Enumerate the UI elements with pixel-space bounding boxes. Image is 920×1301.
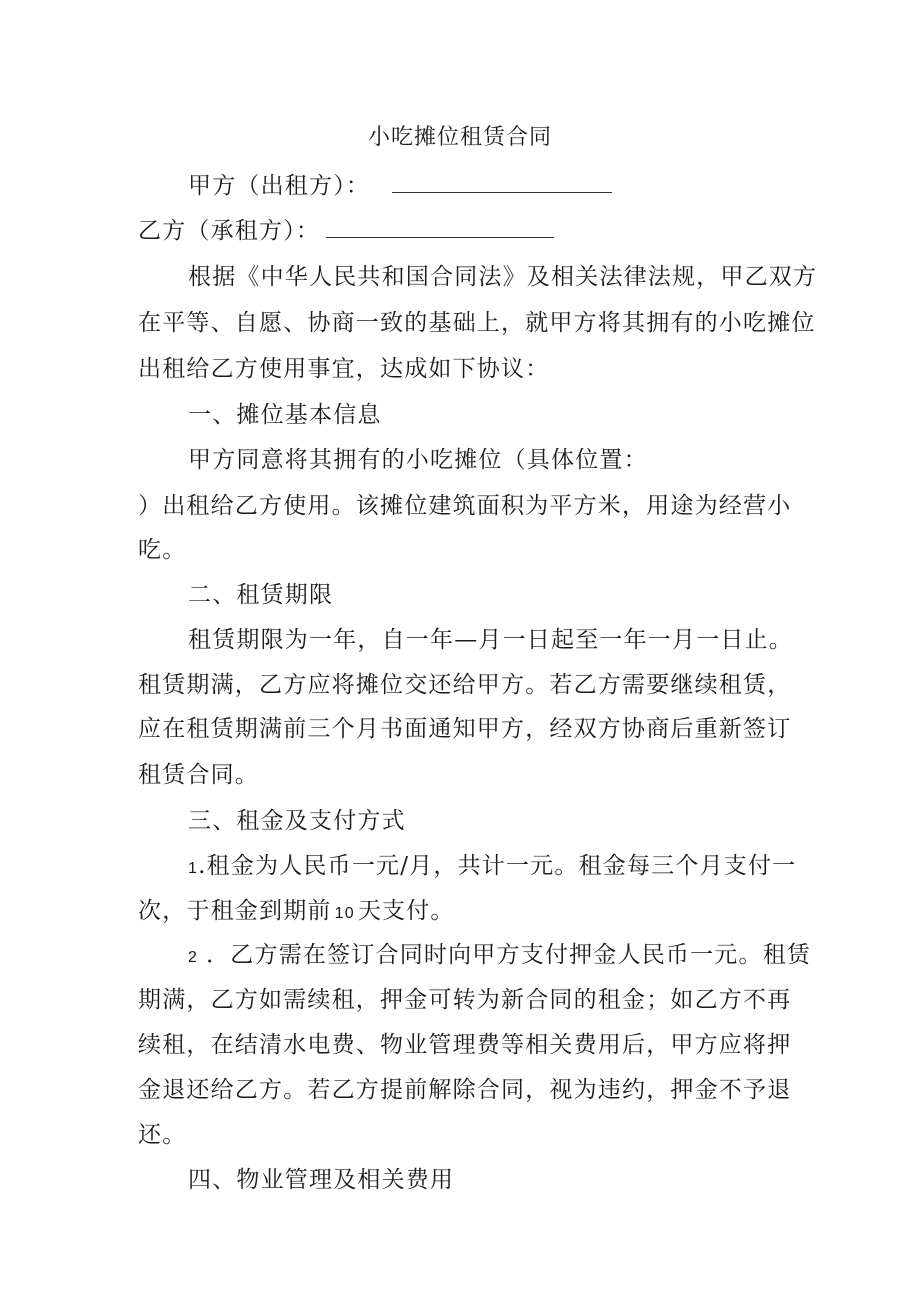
party-b-label: 乙方（承租方）： xyxy=(138,218,321,244)
section-4-heading: 四、物业管理及相关费用 xyxy=(188,1167,455,1193)
section-2-line-1: 租赁期限为一年，自一年—月一日起至一年一月一日止。 xyxy=(188,627,793,653)
section-3-item-1-line-1 xyxy=(188,851,796,884)
item-1-text-a: 次，于租金到期前 xyxy=(138,898,332,924)
preamble-line-3: 出租给乙方使用事宜，达成如下协议： xyxy=(138,356,550,382)
preamble-line-2: 在平等、自愿、协商一致的基础上，就甲方将其拥有的小吃摊位 xyxy=(138,310,816,336)
preamble-line-1: 根据《中华人民共和国合同法》及相关法律法规，甲乙双方 xyxy=(188,264,818,290)
party-b-blank xyxy=(326,215,554,238)
item-1-text: .租金为人民币一元/月，共计一元。租金每三个月支付一 xyxy=(198,853,797,879)
section-1-line-3: 吃。 xyxy=(138,537,187,563)
section-3-item-1-line-2 xyxy=(138,896,455,929)
party-b-line xyxy=(138,215,554,246)
section-3-item-2-line-5: 还。 xyxy=(138,1122,187,1148)
section-2-heading: 二、租赁期限 xyxy=(188,582,334,608)
party-a-label: 甲方（出租方）： xyxy=(188,173,371,199)
section-1-line-2: ）出租给乙方使用。该摊位建筑面积为平方米，用途为经营小 xyxy=(138,493,792,519)
item-1-days: 10 xyxy=(334,905,355,922)
item-1-number: 1 xyxy=(188,860,199,877)
section-3-item-2-line-3: 续租，在结清水电费、物业管理费等相关费用后，甲方应将押 xyxy=(138,1032,792,1058)
party-a-blank xyxy=(392,170,612,193)
item-2-text: ．乙方需在签订合同时向甲方支付押金人民币一元。租赁 xyxy=(206,942,812,968)
document-title: 小吃摊位租赁合同 xyxy=(367,125,552,150)
item-2-number: 2 xyxy=(188,949,199,966)
section-1-line-1: 甲方同意将其拥有的小吃摊位（具体位置： xyxy=(188,447,648,473)
section-2-line-2: 租赁期满，乙方应将摊位交还给甲方。若乙方需要继续租赁， xyxy=(138,672,792,698)
section-2-line-3: 应在租赁期满前三个月书面通知甲方，经双方协商后重新签订 xyxy=(138,716,792,742)
party-a-line xyxy=(188,170,612,201)
section-3-item-2-line-4: 金退还给乙方。若乙方提前解除合同，视为违约，押金不予退 xyxy=(138,1077,792,1103)
section-3-item-2-line-2: 期满，乙方如需续租，押金可转为新合同的租金；如乙方不再 xyxy=(138,987,792,1013)
section-2-line-4: 租赁合同。 xyxy=(138,762,259,788)
item-1-text-b: 天支付。 xyxy=(357,898,455,924)
section-3-heading: 三、租金及支付方式 xyxy=(188,808,406,834)
section-3-item-2-line-1 xyxy=(188,940,811,973)
section-1-heading: 一、摊位基本信息 xyxy=(188,402,382,428)
